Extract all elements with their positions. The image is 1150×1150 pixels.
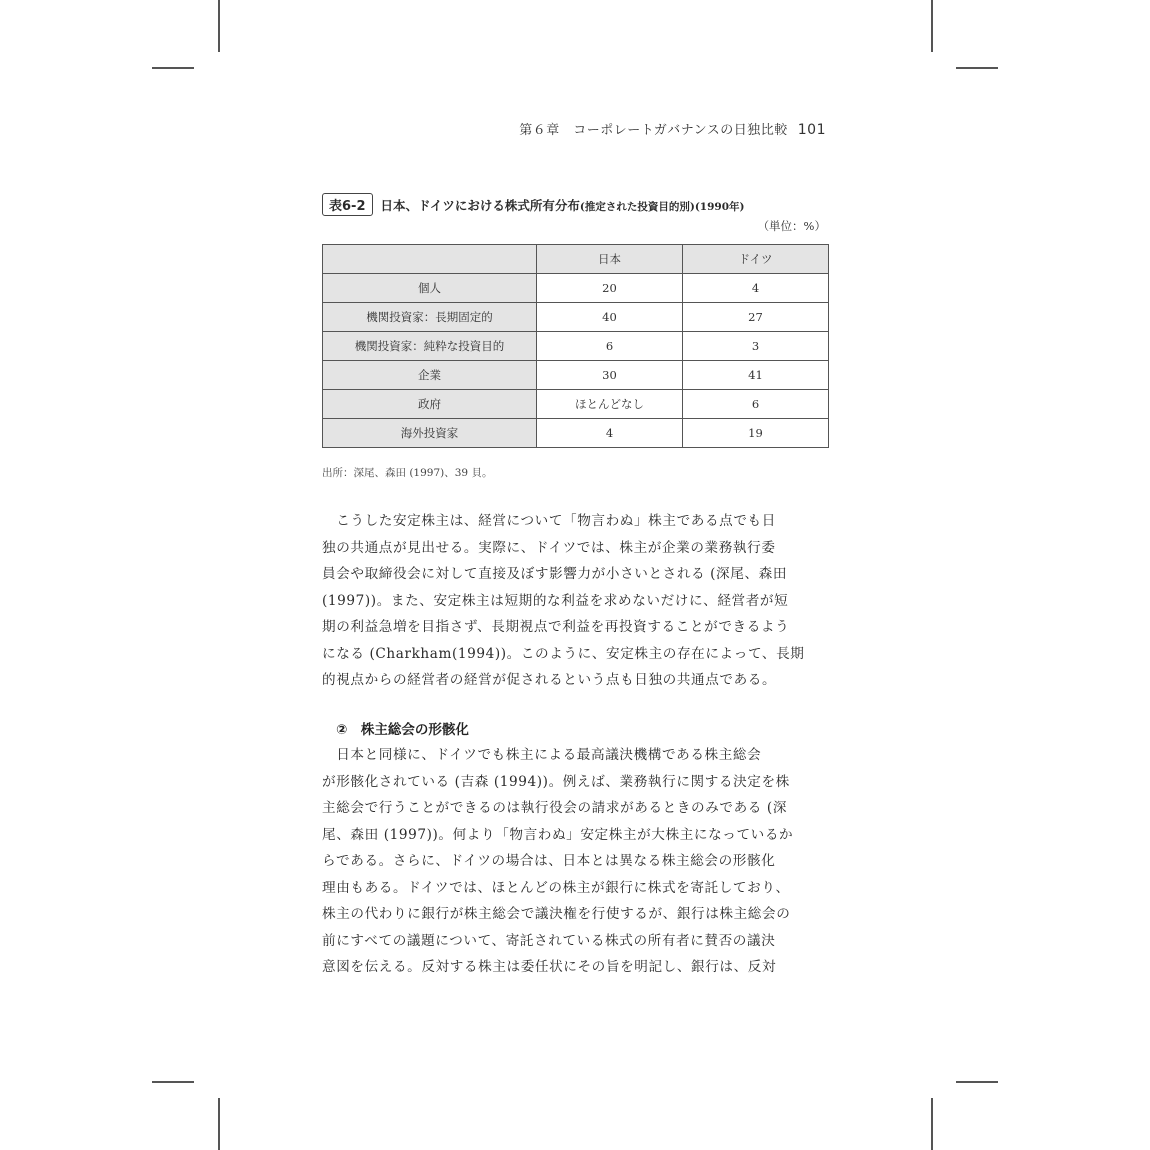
crop-mark [931,0,933,52]
crop-mark [152,67,194,69]
table-row [323,390,829,419]
cell-germany: 4 [683,274,829,303]
crop-mark [152,1081,194,1083]
text-line: 日本と同様に、ドイツでも株主による最高議決機構である株主総会 [322,747,762,763]
cell-japan: 20 [537,274,683,303]
row-category: 海外投資家 [323,419,537,448]
table-row [323,419,829,448]
body-paragraph [322,508,828,694]
table-unit: （単位：%） [757,219,826,233]
table-title [381,196,745,214]
text-line: 的視点からの経営者の経営が促されるという点も日独の共通点である。 [322,672,777,688]
cell-japan: 30 [537,361,683,390]
cell-japan: 4 [537,419,683,448]
cell-germany: 3 [683,332,829,361]
table-row [323,361,829,390]
text-line: 株主の代わりに銀行が株主総会で議決権を行使するが、銀行は株主総会の [322,906,791,922]
crop-mark [218,1098,220,1150]
running-head [480,119,826,138]
text-line: こうした安定株主は、経営について「物言わぬ」株主である点でも日 [322,513,776,529]
page-number: 101 [797,122,826,138]
text-line: 意図を伝える。反対する株主は委任状にその旨を明記し、銀行は、反対 [322,959,777,975]
row-category: 個人 [323,274,537,303]
chapter-title: 第６章 コーポレートガバナンスの日独比較 [519,123,788,138]
column-header: ドイツ [683,245,829,274]
cell-japan: 6 [537,332,683,361]
ownership-table [322,244,829,448]
crop-mark [956,1081,998,1083]
cell-japan: 40 [537,303,683,332]
row-category: 機関投資家：長期固定的 [323,303,537,332]
cell-germany: 19 [683,419,829,448]
text-line: (1997))。また、安定株主は短期的な利益を求めないだけに、経営者が短 [322,592,789,609]
table-row [323,332,829,361]
crop-mark [218,0,220,52]
section-heading: ② 株主総会の形骸化 [336,722,469,738]
row-category: 機関投資家：純粋な投資目的 [323,332,537,361]
column-header: 日本 [537,245,683,274]
table-title-year: (1990年) [694,200,745,213]
table-title-main: 日本、ドイツにおける株式所有分布 [380,197,580,213]
cell-germany: 6 [683,390,829,419]
body-paragraph [322,742,828,981]
text-line: 員会や取締役会に対して直接及ぼす影響力が小さいとされる (深尾、森田 [322,566,788,582]
table-row [323,303,829,332]
column-header [323,245,537,274]
row-category: 政府 [323,390,537,419]
text-line: 理由もある。ドイツでは、ほとんどの株主が銀行に株式を寄託しており、 [322,879,790,896]
table-label: 表6-2 [322,193,373,216]
table-title-note: (推定された投資目的別) [579,200,695,213]
row-category: 企業 [323,361,537,390]
table-row [323,274,829,303]
text-line: 独の共通点が見出せる。実際に、ドイツでは、株主が企業の業務執行委 [322,539,776,556]
text-line: 期の利益急増を目指さず、長期視点で利益を再投資することができるよう [322,619,790,635]
table-source: 出所：深尾、森田 (1997)、39 貝。 [322,467,493,479]
cell-germany: 41 [683,361,829,390]
text-line: 主総会で行うことができるのは執行役会の請求があるときのみである (深 [322,800,788,816]
table-caption [322,193,828,217]
cell-japan: ほとんどなし [537,390,683,419]
text-line: になる (Charkham(1994))。このように、安定株主の存在によって、長期 [322,645,805,662]
text-line: が形骸化されている (吉森 (1994))。例えば、業務執行に関する決定を株 [322,773,790,790]
cell-germany: 27 [683,303,829,332]
text-line: 尾、森田 (1997))。何より「物言わぬ」安定株主が大株主になっているか [322,826,794,843]
text-line: 前にすべての議題について、寄託されている株式の所有者に賛否の議決 [322,932,776,949]
text-line: らである。さらに、ドイツの場合は、日本とは異なる株主総会の形骸化 [322,853,776,869]
crop-mark [931,1098,933,1150]
crop-mark [956,67,998,69]
table-header-row [323,245,829,274]
